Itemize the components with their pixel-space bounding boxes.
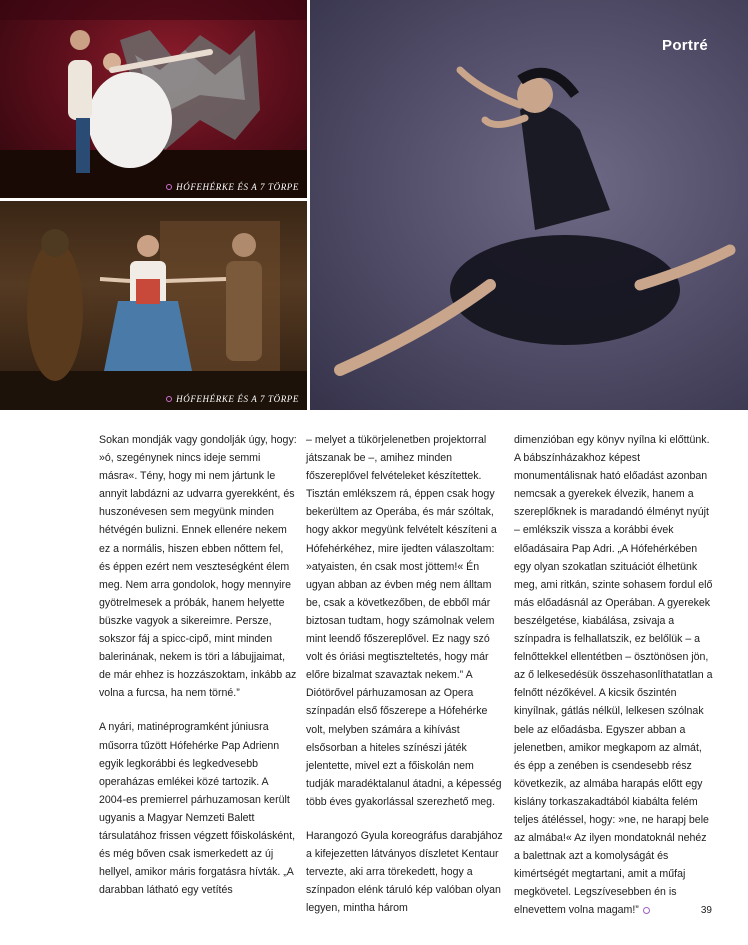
photo-snow-white-dwarfs xyxy=(0,201,307,410)
photo-snow-white-lift xyxy=(0,0,307,198)
section-label: Portré xyxy=(662,37,708,54)
photo-caption: HÓFEHÉRKE ÉS A 7 TÖRPE xyxy=(166,394,299,404)
end-of-article-icon xyxy=(643,907,650,914)
article-paragraph: Sokan mondják vagy gondolják úgy, hogy: »ó, szegénynek nincs ideje semmi másra«. Tény, hogy mi nem jártunk le annyit labdázni az udvarra gyerekként, és huszonévesen sem megyünk minden hétvégén bulizni. Ennek ellenére nekem ez a normális, hiszen ebben nőttem fel, és éppen ezért nem veszteségként élem meg. Nem arra gondolok, hogy mennyire gyötrelmesek a próbák, hanem helyette büszke vagyok a sikereimre. Persze, sokszor fáj a spicc-cipő, mint minden balerinának, nekem is töri a lábujjaimat, de már ehhez is hozzászoktam, inkább az volna a furcsa, ha nem törné.” xyxy=(99,434,297,700)
article-column-3 xyxy=(514,431,714,936)
page-number: 39 xyxy=(700,905,712,916)
article-paragraph-final xyxy=(514,431,714,920)
article-column-2 xyxy=(306,431,504,933)
caption-bullet-icon xyxy=(166,396,172,402)
article-paragraph: A nyári, matinéprogramként júniusra műsorra tűzött Hófehérke Pap Adrienn egyik legkorábbi és legkedvesebb operaházas emlékei közé tartozik. A 2004-es premierrel párhuzamosan került ugyanis a Magyar Nemzeti Balett társulatához frissen végzett főiskolásként, és még bőven csak ismerkedett az új hellyel, amikor máris forgatásra hívták. „A darabban látható egy vetítés xyxy=(99,721,296,897)
stage-scene-illustration xyxy=(0,201,307,410)
photo-caption: HÓFEHÉRKE ÉS A 7 TÖRPE xyxy=(166,182,299,192)
stage-scene-illustration xyxy=(0,0,307,198)
article-paragraph: – melyet a tükörjelenetben projektorral játszanak be –, amihez minden főszereplővel felvételeket készítettek. Tisztán emlékszem rá, éppen csak hogy bekerültem az Operába, és már szóltak, hogy akkor megyünk felvételt készíteni a Hófehérkéhez, mire ijedten válaszoltam: »atyaisten, én csak most jöttem!« Én ugyan abban az évben még nem álltam be, csak a következőben, de ebből már biztosan tudtam, hogy számolnak velem mint leendő főszereplővel. Ez nagy szó volt és óriási megtiszteltetés, hogy már előre bizalmat szavaztak nekem.” A Diótörővel párhuzamosan az Opera színpadán első főszerepe a Hófehérke volt, melyben számára a kihívást elsősorban a hiteles színészi játék jelentette, mivel ezt a főiskolán nem tudják maradéktalanul átadni, a képesség több éves gyakorlással szerezhető meg. xyxy=(306,434,502,808)
photo-ballerina-leap xyxy=(310,0,748,410)
article-column-1 xyxy=(99,431,297,915)
ballerina-silhouette xyxy=(310,0,748,410)
article-paragraph-text: dimenzióban egy könyv nyílna ki előttünk. A bábszínházakhoz képest monumentálisnak ható előadást azonban nemcsak a gyerekek élvezik, hanem a szereplőknek is maradandó élményt nyújt – emlékszik vissza a korábbi évek előadásaira Pap Adri. „A Hófehérkében egy olyan szokatlan szituációt élhetünk meg, ami ritkán, szinte sohasem fordul elő más előadásnál az Operában. A gyerekek beszélgetése, kiabálása, zsivaja a színpadra is felhallatszik, ez belőlük – a felnőttekkel ellentétben – ösztönösen jön, az ő lelkesedésük összehasonlíthatatlan a felnőtt nézőkével. A kicsik őszintén kinyílnak, gátlás nélkül, lelkesen szólnak bele az előadásba. Egyszer abban a jelenetben, amikor megkapom az almát, és épp a zenében is csendesebb rész következik, az almába harapás előtt egy kislány torkaszakadtából kiabálta felém teljes átéléssel, hogy: »ne, ne harapj bele az almába!« Az ilyen mondatoknál nehéz a balettnak azt a komolyságát és kimértségét megtartani, amit a műfaj megkövetel. Legszívesebben én is elnevettem volna magam!” xyxy=(514,434,713,917)
article-paragraph: Harangozó Gyula koreográfus darabjához a kifejezetten látványos díszletet Kentaur tervezte, aki arra törekedett, hogy a színpadon elénk táruló kép valóban olyan legyen, mintha három xyxy=(306,829,503,915)
caption-bullet-icon xyxy=(166,184,172,190)
